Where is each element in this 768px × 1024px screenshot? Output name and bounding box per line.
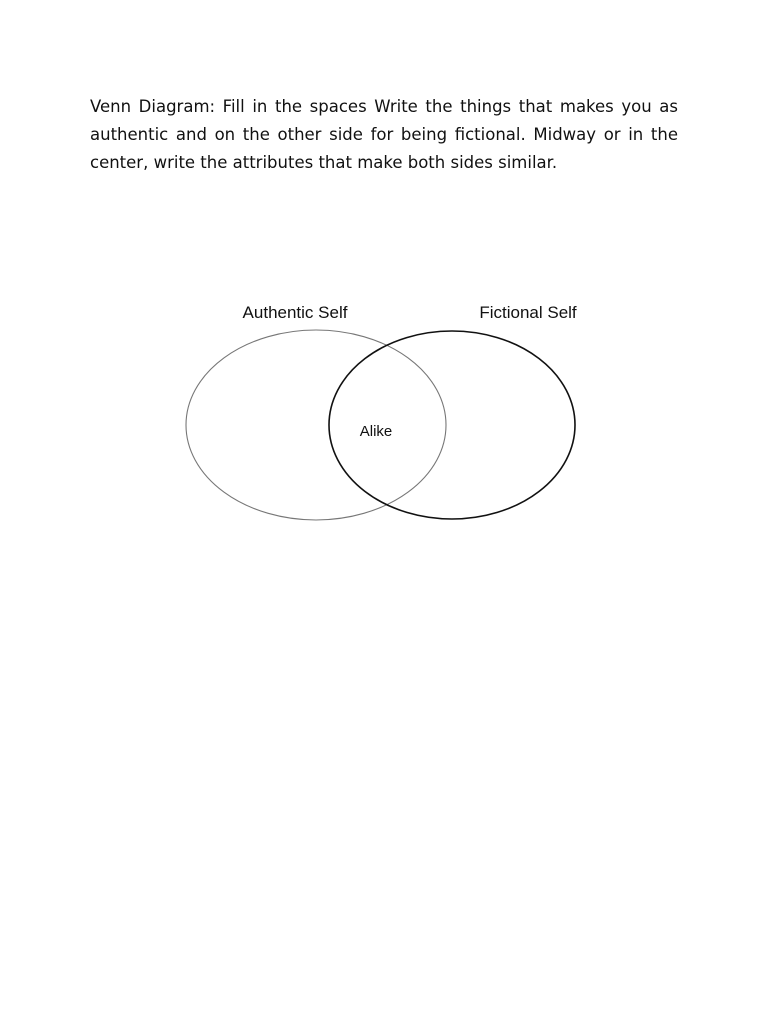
- alike-label: Alike: [359, 423, 393, 440]
- authentic-self-circle: [186, 330, 446, 520]
- fictional-self-label: Fictional Self: [479, 303, 577, 322]
- instructions-paragraph: Venn Diagram: Fill in the spaces Write the things that makes you as authentic and on the other side for being fictional. Midway or in the center, write the attributes that make both sides similar.: [90, 97, 678, 172]
- authentic-self-label: Authentic Self: [242, 303, 348, 322]
